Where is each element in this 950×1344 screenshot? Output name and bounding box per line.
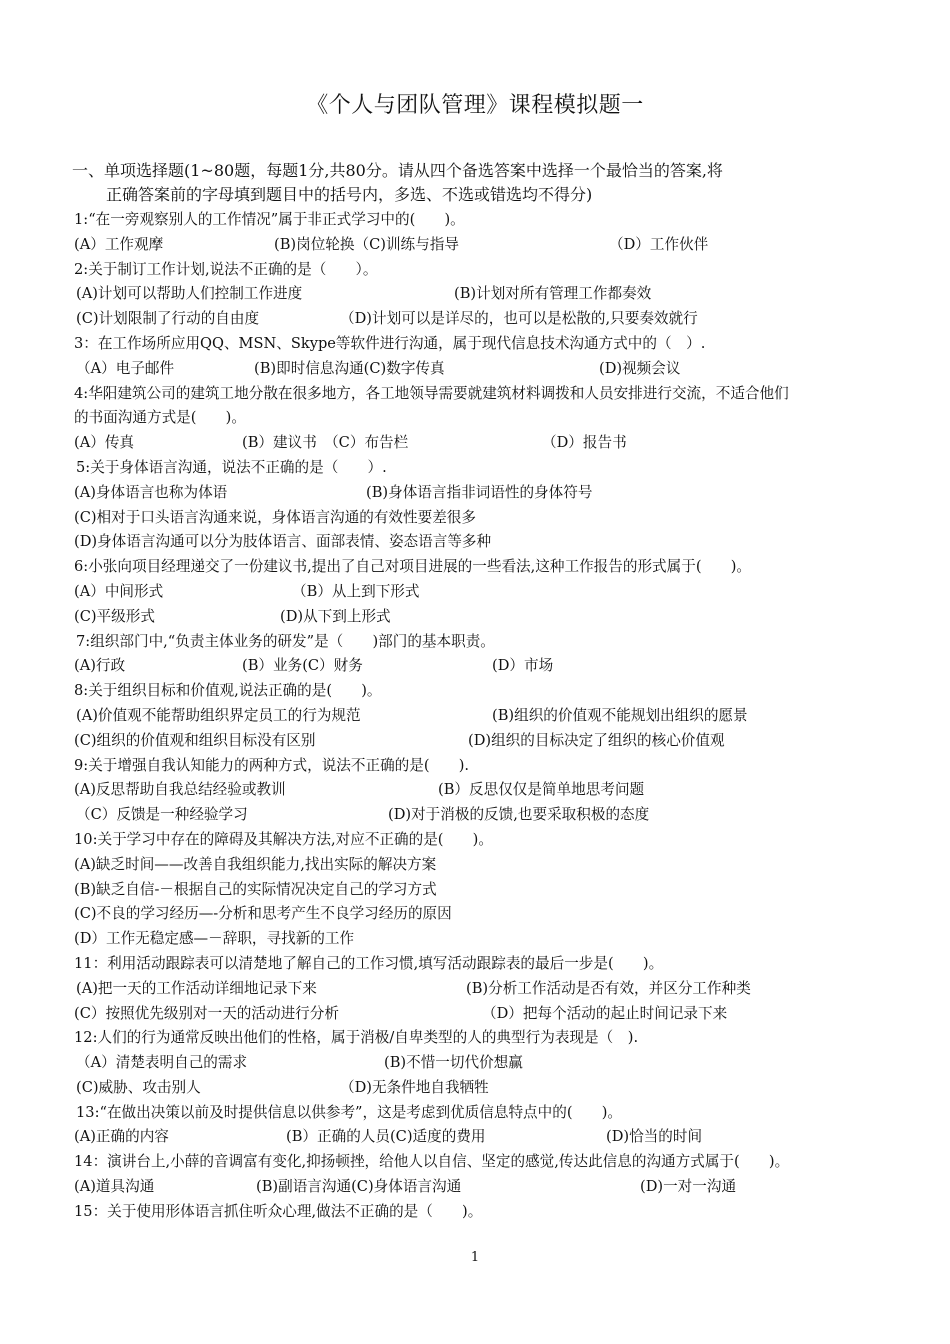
question-stem: 9:关于增强自我认知能力的两种方式，说法不正确的是( ).	[74, 756, 470, 774]
option-row	[74, 803, 904, 828]
answer-option: (D)组织的目标决定了组织的核心价值观	[468, 731, 725, 749]
answer-option: (D)身体语言沟通可以分为肢体语言、面部表情、姿态语言等多种	[74, 533, 492, 551]
answer-option: （B）从上到下形式	[292, 582, 420, 600]
answer-option: (B）业务(C）财务	[242, 657, 363, 675]
answer-option: (B)缺乏自信-－根据自己的实际情况决定自己的学习方式	[74, 880, 437, 898]
page-title: 《个人与团队管理》课程模拟题一	[306, 93, 644, 118]
answer-option: (B)组织的价值观不能规划出组织的愿景	[492, 706, 748, 724]
option-row	[74, 431, 904, 456]
option-row	[74, 927, 904, 952]
question-stem: 3：在工作场所应用QQ、MSN、Skype等软件进行沟通，属于现代信息技术沟通方式中的（ ）.	[74, 334, 706, 352]
option-row	[74, 282, 904, 307]
answer-option: (D)一对一沟通	[640, 1178, 737, 1196]
option-row	[74, 654, 904, 679]
question-stem: 15：关于使用形体语言抓住听众心理,做法不正确的是（ )。	[74, 1202, 483, 1220]
question-stem: 12:人们的行为通常反映出他们的性格，属于消极/自卑类型的人的典型行为表现是（ ).	[74, 1029, 639, 1047]
answer-option: (C)相对于口头语言沟通来说，身体语言沟通的有效性要差很多	[74, 508, 476, 526]
option-row	[74, 902, 904, 927]
answer-option: （D)计划可以是详尽的，也可以是松散的,只要奏效就行	[340, 310, 698, 328]
section-heading-line-1: 一、单项选择题(1~80题，每题1分,共80分。请从四个备选答案中选择一个最恰当的答案,将	[72, 161, 723, 180]
question-list	[74, 208, 904, 1225]
section-heading-line-2: 正确答案前的字母填到题目中的括号内，多选、不选或错选均不得分)	[106, 185, 593, 204]
answer-option: （D）把每个活动的起止时间记录下来	[482, 1004, 728, 1022]
answer-option: (D）工作无稳定感—－辞职，寻找新的工作	[74, 930, 355, 948]
answer-option: (A)身体语言也称为体语	[74, 483, 228, 501]
answer-option: （A）清楚表明自己的需求	[76, 1054, 248, 1072]
option-row	[74, 1125, 904, 1150]
answer-option: (B)身体语言指非词语性的身体符号	[366, 483, 593, 501]
page-number: 1	[470, 1250, 480, 1265]
answer-option: (B）正确的人员(C)适度的费用	[286, 1128, 486, 1146]
option-row	[74, 357, 904, 382]
answer-option: (C)组织的价值观和组织目标没有区别	[74, 731, 316, 749]
answer-option: (B)副语言沟通(C)身体语言沟通	[256, 1178, 462, 1196]
option-row	[74, 878, 904, 903]
option-row	[74, 1051, 904, 1076]
answer-option: (B)即时信息沟通(C)数字传真	[254, 359, 445, 377]
question-stem: 5:关于身体语言沟通，说法不正确的是（ ）.	[76, 458, 387, 476]
option-row	[74, 977, 904, 1002]
option-row	[74, 853, 904, 878]
answer-option: (B）建议书 （C）布告栏	[242, 434, 409, 452]
answer-option: (C)不良的学习经历—-分析和思考产生不良学习经历的原因	[74, 905, 452, 923]
answer-option: （D）工作伙伴	[609, 235, 709, 253]
question-stem: 7:组织部门中,“负责主体业务的研发”是（ )部门的基本职责。	[76, 632, 495, 650]
answer-option: (D）市场	[492, 657, 554, 675]
option-row	[74, 1002, 904, 1027]
option-row	[74, 704, 904, 729]
answer-option: (B)不惜一切代价想赢	[384, 1054, 523, 1072]
answer-option: (D)视频会议	[599, 359, 681, 377]
answer-option: (C）按照优先级别对一天的活动进行分析	[74, 1004, 339, 1022]
question-stem: 13:“在做出决策以前及时提供信息以供参考”，这是考虑到优质信息特点中的( )。	[76, 1103, 622, 1121]
answer-option: (A)价值观不能帮助组织界定员工的行为规范	[76, 706, 361, 724]
answer-option: (C)威胁、攻击别人	[76, 1078, 201, 1096]
answer-option: (B)岗位轮换（C)训练与指导	[274, 235, 459, 253]
answer-option: (C)计划限制了行动的自由度	[76, 310, 260, 328]
option-row	[74, 530, 904, 555]
question-stem: 11：利用活动跟踪表可以清楚地了解自己的工作习惯,填写活动跟踪表的最后一步是( )。	[74, 954, 664, 972]
option-row	[74, 307, 904, 332]
answer-option: (A)把一天的工作活动详细地记录下来	[76, 979, 317, 997]
answer-option: (B)分析工作活动是否有效，并区分工作种类	[466, 979, 751, 997]
answer-option: (C)平级形式	[74, 607, 155, 625]
answer-option: (A)道具沟通	[74, 1178, 155, 1196]
answer-option: (A）工作观摩	[74, 235, 164, 253]
answer-option: (A)缺乏时间——改善自我组织能力,找出实际的解决方案	[74, 855, 437, 873]
answer-option: (D)恰当的时间	[606, 1128, 703, 1146]
answer-option: (A）传真	[74, 434, 135, 452]
question-stem: 2:关于制订工作计划,说法不正确的是（ ）。	[74, 260, 378, 278]
option-row	[74, 481, 904, 506]
answer-option: （C）反馈是一种经验学习	[76, 806, 248, 824]
answer-option: （D）报告书	[542, 434, 627, 452]
question-stem: 10:关于学习中存在的障碍及其解决方法,对应不正确的是( )。	[74, 830, 493, 848]
section-heading	[72, 159, 902, 207]
answer-option: （D)无条件地自我牺牲	[340, 1078, 489, 1096]
answer-option: (D)对于消极的反馈,也要采取积极的态度	[388, 806, 650, 824]
answer-option: (A)反思帮助自我总结经验或教训	[74, 781, 286, 799]
answer-option: （A）电子邮件	[76, 359, 175, 377]
answer-option: (A)计划可以帮助人们控制工作进度	[76, 285, 303, 303]
option-row	[74, 506, 904, 531]
answer-option: (D)从下到上形式	[280, 607, 391, 625]
option-row	[74, 1076, 904, 1101]
question-stem: 14：演讲台上,小薛的音调富有变化,抑扬顿挫，给他人以自信、坚定的感觉,传达此信息的沟通方式属于( )。	[74, 1153, 790, 1171]
option-row	[74, 233, 904, 258]
option-row	[74, 729, 904, 754]
answer-option: (A)行政	[74, 657, 126, 675]
answer-option: (B)计划对所有管理工作都奏效	[454, 285, 652, 303]
option-row	[74, 605, 904, 630]
question-stem: 的书面沟通方式是( )。	[74, 409, 246, 427]
option-row	[74, 580, 904, 605]
option-row	[74, 1175, 904, 1200]
option-row	[74, 778, 904, 803]
answer-option: (A)正确的内容	[74, 1128, 169, 1146]
question-stem: 1:“在一旁观察别人的工作情况”属于非正式学习中的( )。	[74, 211, 465, 228]
question-stem: 6:小张向项目经理递交了一份建议书,提出了自己对项目进展的一些看法,这种工作报告的形式属于( )。	[74, 558, 751, 576]
question-stem: 8:关于组织目标和价值观,说法正确的是( )。	[74, 682, 382, 700]
answer-option: (A）中间形式	[74, 582, 164, 600]
answer-option: (B）反思仅仅是简单地思考问题	[438, 781, 645, 799]
question-stem: 4:华阳建筑公司的建筑工地分散在很多地方，各工地领导需要就建筑材料调拨和人员安排进行交流，不适合他们	[74, 384, 789, 402]
